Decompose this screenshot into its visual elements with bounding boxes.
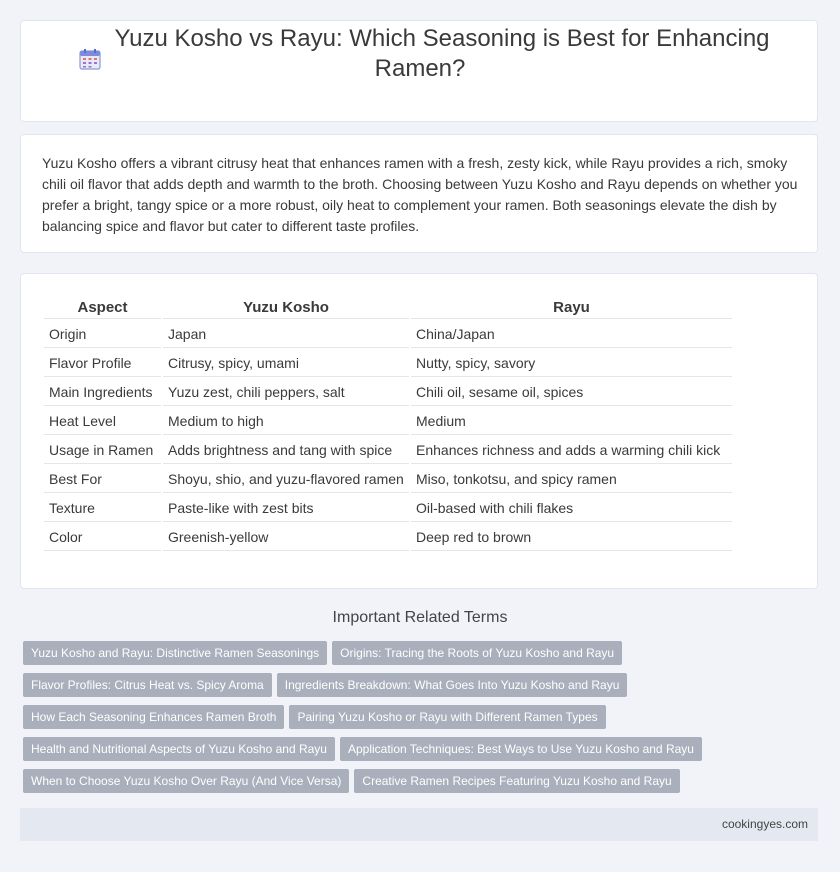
table-cell-yuzu-kosho: Shoyu, shio, and yuzu-flavored ramen	[163, 466, 409, 493]
header-aspect: Aspect	[44, 297, 161, 319]
table-cell-aspect: Main Ingredients	[44, 379, 161, 406]
comparison-table	[42, 295, 734, 553]
table-cell-yuzu-kosho: Medium to high	[163, 408, 409, 435]
table-cell-rayu: Medium	[411, 408, 732, 435]
table-cell-yuzu-kosho: Citrusy, spicy, umami	[163, 350, 409, 377]
table-cell-rayu: Chili oil, sesame oil, spices	[411, 379, 732, 406]
related-term-tag[interactable]: Yuzu Kosho and Rayu: Distinctive Ramen Seasonings	[23, 641, 327, 665]
intro-card	[20, 134, 818, 253]
table-cell-rayu: Enhances richness and adds a warming chili kick	[411, 437, 732, 464]
table-row	[44, 437, 732, 464]
table-cell-rayu: Miso, tonkotsu, and spicy ramen	[411, 466, 732, 493]
footer-site-name: cookingyes.com	[721, 817, 808, 831]
page-title	[0, 24, 840, 84]
table-cell-aspect: Usage in Ramen	[44, 437, 161, 464]
table-cell-aspect: Best For	[44, 466, 161, 493]
related-term-tag[interactable]: When to Choose Yuzu Kosho Over Rayu (And Vice Versa)	[23, 769, 349, 793]
related-term-tag[interactable]: Ingredients Breakdown: What Goes Into Yuzu Kosho and Rayu	[277, 673, 628, 697]
header-rayu: Rayu	[411, 297, 732, 319]
related-term-tag[interactable]: How Each Seasoning Enhances Ramen Broth	[23, 705, 284, 729]
intro-paragraph: Yuzu Kosho offers a vibrant citrusy heat that enhances ramen with a fresh, zesty kick, while Rayu provides a rich, smoky chili oil flavor that adds depth and warmth to the broth. Choosing between Yuzu Kosho and Rayu depends on whether you prefer a bright, tangy spice or a more robust, oily heat to complement your ramen. Both seasonings elevate the dish by balancing spice and flavor but cater to different taste profiles.	[42, 155, 798, 234]
table-header-row	[44, 297, 732, 319]
table-cell-yuzu-kosho: Japan	[163, 321, 409, 348]
table-cell-yuzu-kosho: Yuzu zest, chili peppers, salt	[163, 379, 409, 406]
table-cell-rayu: Nutty, spicy, savory	[411, 350, 732, 377]
table-cell-aspect: Color	[44, 524, 161, 551]
table-row	[44, 379, 732, 406]
table-row	[44, 524, 732, 551]
table-cell-rayu: Deep red to brown	[411, 524, 732, 551]
related-terms-list	[23, 641, 723, 801]
table-cell-yuzu-kosho: Adds brightness and tang with spice	[163, 437, 409, 464]
table-cell-aspect: Flavor Profile	[44, 350, 161, 377]
related-term-tag[interactable]: Health and Nutritional Aspects of Yuzu Kosho and Rayu	[23, 737, 335, 761]
table-row	[44, 350, 732, 377]
table-cell-aspect: Texture	[44, 495, 161, 522]
table-cell-rayu: China/Japan	[411, 321, 732, 348]
table-cell-aspect: Heat Level	[44, 408, 161, 435]
related-term-tag[interactable]: Pairing Yuzu Kosho or Rayu with Different Ramen Types	[289, 705, 605, 729]
related-term-tag[interactable]: Origins: Tracing the Roots of Yuzu Kosho and Rayu	[332, 641, 622, 665]
related-term-tag[interactable]: Flavor Profiles: Citrus Heat vs. Spicy Aroma	[23, 673, 272, 697]
page-title-line1: Yuzu Kosho vs Rayu: Which Seasoning is Best for Enhancing	[114, 25, 770, 52]
header-yuzu-kosho: Yuzu Kosho	[163, 297, 409, 319]
table-cell-yuzu-kosho: Paste-like with zest bits	[163, 495, 409, 522]
table-row	[44, 495, 732, 522]
related-term-tag[interactable]: Creative Ramen Recipes Featuring Yuzu Kosho and Rayu	[354, 769, 679, 793]
table-cell-yuzu-kosho: Greenish-yellow	[163, 524, 409, 551]
comparison-card	[20, 273, 818, 589]
table-row	[44, 408, 732, 435]
related-terms-heading: Important Related Terms	[332, 609, 508, 626]
table-row	[44, 321, 732, 348]
table-cell-aspect: Origin	[44, 321, 161, 348]
table-cell-rayu: Oil-based with chili flakes	[411, 495, 732, 522]
footer	[20, 808, 818, 841]
related-term-tag[interactable]: Application Techniques: Best Ways to Use Yuzu Kosho and Rayu	[340, 737, 702, 761]
page-title-line2: Ramen?	[374, 55, 466, 82]
table-row	[44, 466, 732, 493]
